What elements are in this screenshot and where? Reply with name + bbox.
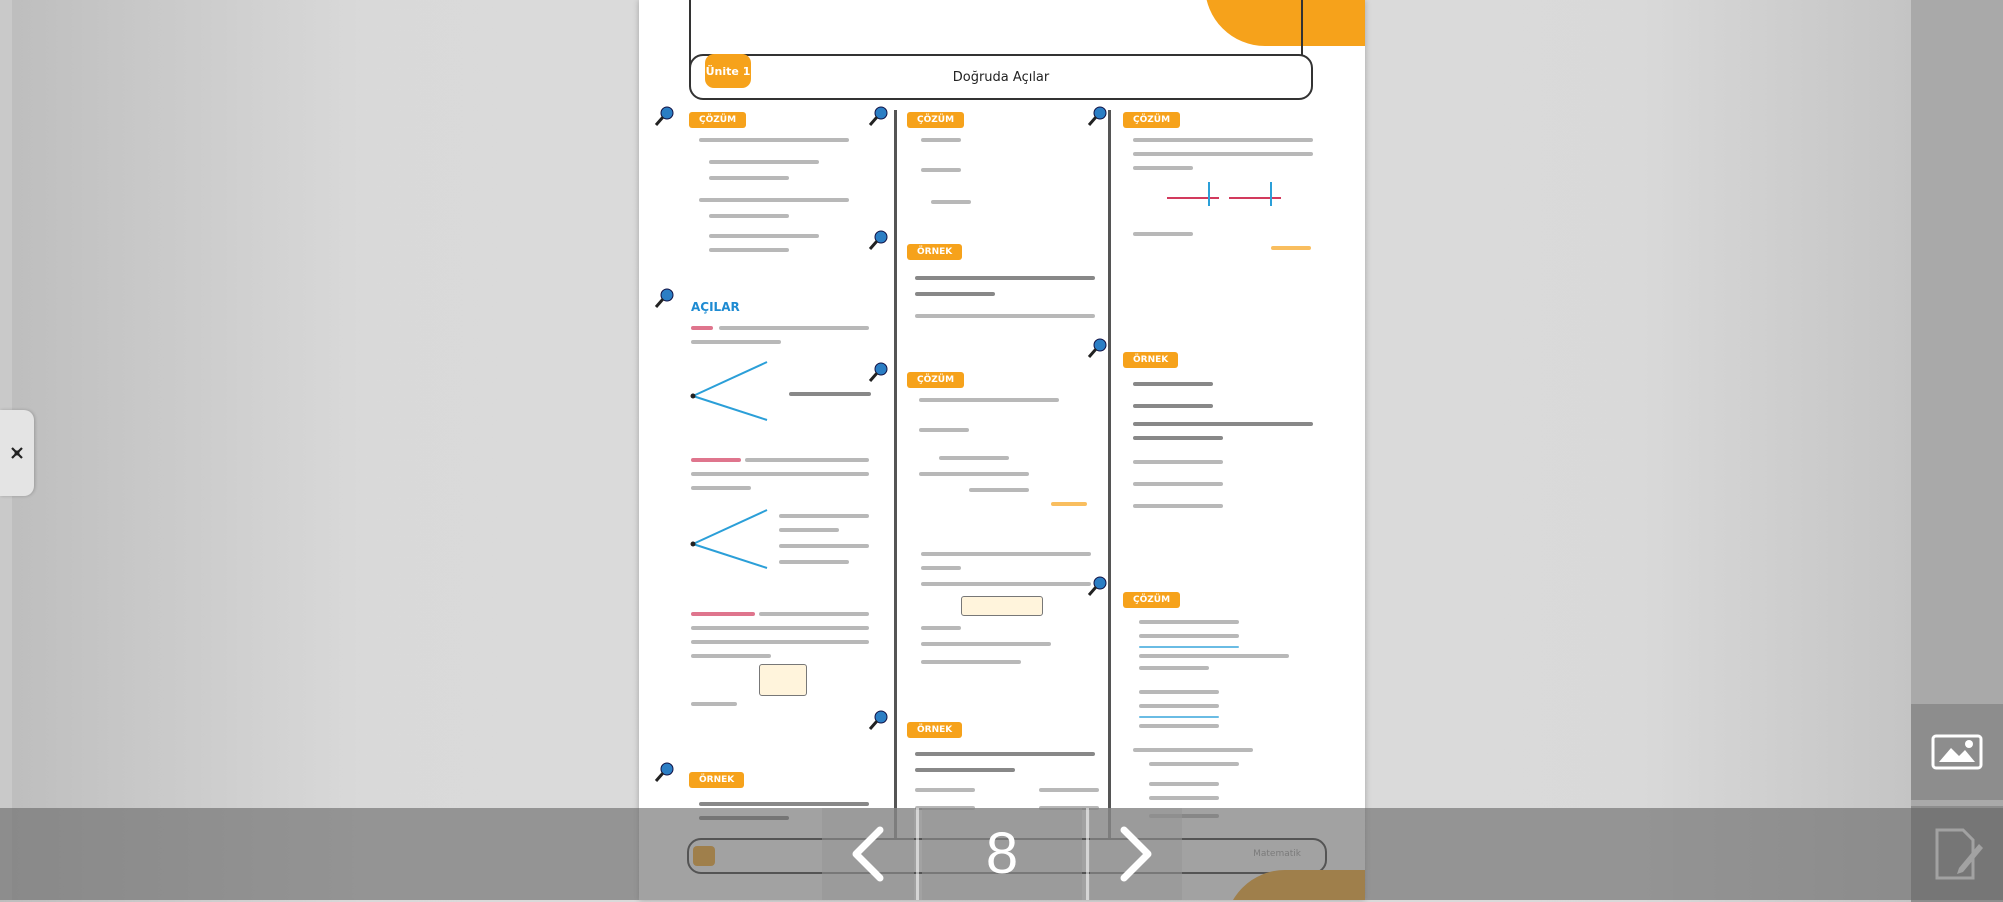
text-line [1149, 782, 1219, 786]
solution-tag: ÇÖZÜM [907, 372, 964, 388]
angle-diagram [687, 504, 777, 574]
example-tag: ÖRNEK [1123, 352, 1178, 368]
text-line [1133, 460, 1223, 464]
column-divider-2 [1108, 110, 1111, 840]
text-line [1133, 404, 1213, 408]
text-line [1039, 788, 1099, 792]
text-line [921, 626, 961, 630]
text-line [691, 626, 869, 630]
text-line [921, 642, 1051, 646]
text-line [779, 514, 869, 518]
text-line [1139, 666, 1209, 670]
text-line [1139, 690, 1219, 694]
highlight-line [691, 326, 713, 330]
pin-icon [8, 444, 26, 462]
highlight-line [691, 458, 741, 462]
text-line [931, 200, 971, 204]
text-line [1139, 724, 1219, 728]
text-line [779, 560, 849, 564]
text-line [1139, 704, 1219, 708]
subtraction-diagram [1159, 176, 1289, 216]
column-divider-1 [894, 110, 897, 840]
chevron-left-icon [848, 826, 888, 882]
text-line [915, 788, 975, 792]
text-line [1133, 382, 1213, 386]
text-line [691, 640, 869, 644]
text-line [939, 456, 1009, 460]
text-line [1149, 762, 1239, 766]
example-tag: ÖRNEK [907, 244, 962, 260]
magnifier-icon[interactable] [653, 286, 677, 310]
text-line [699, 138, 849, 142]
solution-tag: ÇÖZÜM [689, 112, 746, 128]
text-line [709, 248, 789, 252]
side-panel-handle[interactable] [0, 410, 34, 496]
formula-box [961, 596, 1043, 616]
nav-separator [916, 808, 919, 900]
text-line [915, 276, 1095, 280]
text-line [921, 660, 1021, 664]
text-line [691, 486, 751, 490]
text-line [699, 198, 849, 202]
text-line [699, 802, 869, 806]
text-line [709, 176, 789, 180]
text-line [691, 340, 781, 344]
highlight-line [691, 612, 755, 616]
text-line [921, 552, 1091, 556]
text-line [921, 168, 961, 172]
text-line [709, 214, 789, 218]
text-line [759, 612, 869, 616]
magnifier-icon[interactable] [867, 708, 891, 732]
text-line [1133, 422, 1313, 426]
next-page-button[interactable] [1090, 808, 1182, 900]
text-line [969, 488, 1029, 492]
text-line [915, 752, 1095, 756]
solution-tag: ÇÖZÜM [1123, 592, 1180, 608]
text-line [919, 428, 969, 432]
text-line [1149, 796, 1219, 800]
section-heading: AÇILAR [691, 300, 740, 314]
example-tag: ÖRNEK [907, 722, 962, 738]
text-line [1139, 620, 1239, 624]
text-line [1133, 504, 1223, 508]
text-line [709, 234, 819, 238]
text-line [691, 654, 771, 658]
unit-title: Doğruda Açılar [952, 70, 1050, 85]
magnifier-icon[interactable] [867, 360, 891, 384]
magnifier-icon[interactable] [867, 228, 891, 252]
text-line [1133, 152, 1313, 156]
magnifier-icon[interactable] [867, 104, 891, 128]
text-line [789, 392, 871, 396]
text-line [921, 566, 961, 570]
text-line [919, 472, 1029, 476]
text-line [1133, 232, 1193, 236]
text-line [1139, 654, 1289, 658]
text-line [915, 768, 1015, 772]
unit-badge: Ünite 1 [705, 54, 751, 88]
document-page [639, 0, 1365, 900]
text-line [919, 398, 1059, 402]
text-line [709, 160, 819, 164]
magnifier-icon[interactable] [1086, 336, 1110, 360]
magnifier-icon[interactable] [1086, 104, 1110, 128]
rule-line [1139, 716, 1219, 718]
text-line [719, 326, 869, 330]
formula-box [759, 664, 807, 696]
text-line [1133, 436, 1223, 440]
text-line [1133, 482, 1223, 486]
text-line [1133, 138, 1313, 142]
text-line [779, 544, 869, 548]
text-line [921, 582, 1091, 586]
text-line [915, 314, 1095, 318]
unit-title-bar [689, 54, 1313, 100]
text-line [1139, 634, 1239, 638]
magnifier-icon[interactable] [653, 104, 677, 128]
example-tag: ÖRNEK [689, 772, 744, 788]
image-view-button[interactable] [1911, 704, 2003, 800]
magnifier-icon[interactable] [653, 760, 677, 784]
rule-line [1139, 646, 1239, 648]
angle-diagram [687, 356, 777, 426]
current-page-number: 8 [985, 821, 1019, 886]
magnifier-icon[interactable] [1086, 574, 1110, 598]
solution-tag: ÇÖZÜM [907, 112, 964, 128]
text-line [1133, 748, 1253, 752]
image-view-icon [1929, 730, 1985, 774]
nav-separator [1086, 808, 1089, 900]
answer-mark [1271, 246, 1311, 250]
text-line [1133, 166, 1193, 170]
text-line [691, 702, 737, 706]
text-line [691, 472, 869, 476]
solution-tag: ÇÖZÜM [1123, 112, 1180, 128]
chevron-right-icon [1116, 826, 1156, 882]
text-line [779, 528, 839, 532]
text-line [745, 458, 869, 462]
answer-mark [1051, 502, 1087, 506]
text-line [915, 292, 995, 296]
text-line [921, 138, 961, 142]
prev-page-button[interactable] [822, 808, 914, 900]
page-number-indicator [922, 808, 1082, 900]
